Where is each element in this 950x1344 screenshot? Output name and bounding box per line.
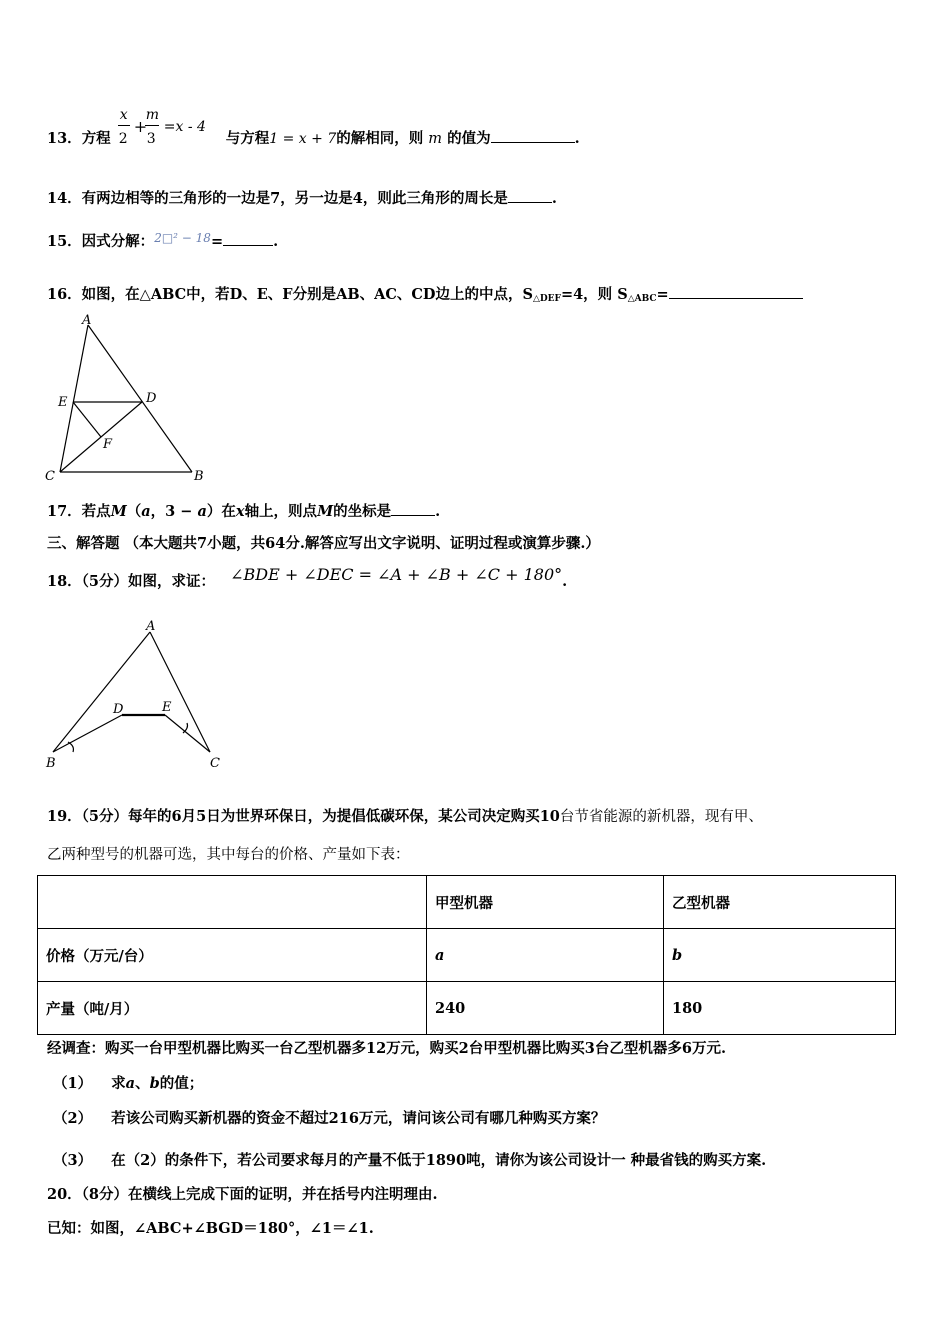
q19-part-2-text: 若该公司购买新机器的资金不超过216万元，请问该公司有哪几种购买方案？ xyxy=(111,1110,606,1127)
question-17 xyxy=(47,500,440,522)
q13-post-text: 的解相同，则 xyxy=(336,130,424,147)
q13-tail: 的值为 xyxy=(447,130,491,147)
question-16 xyxy=(47,283,803,309)
q19-var-a: a xyxy=(125,1075,136,1092)
q17-tail: 的坐标是 xyxy=(333,503,392,520)
q19-separator: 、 xyxy=(135,1075,150,1092)
q13-prefix: 方程 xyxy=(81,130,111,147)
q19-part-1-end: 的值； xyxy=(159,1075,204,1092)
q17-point-m: M xyxy=(317,503,334,520)
q15-equals: = xyxy=(210,233,224,250)
answer-blank[interactable] xyxy=(391,500,435,516)
table-header-row xyxy=(38,876,896,929)
machine-table xyxy=(37,875,896,1035)
table-cell: 240 xyxy=(427,982,664,1035)
q19-line1-rest: 台节省能源的新机器，现有甲、 xyxy=(559,809,763,825)
q19-part-1 xyxy=(53,1074,203,1094)
table-header-cell: 甲型机器 xyxy=(427,876,664,929)
q14-text: 14．有两边相等的三角形的一边是7，另一边是4，则此三角形的周长是 xyxy=(47,190,508,207)
table-header-cell: 乙型机器 xyxy=(664,876,896,929)
triangle-figure-16 xyxy=(40,310,220,485)
question-13 xyxy=(47,107,580,149)
q16-mid: =4，则 S xyxy=(560,286,628,303)
q19-part-2 xyxy=(53,1109,605,1129)
segment-ef xyxy=(73,402,101,437)
eq1-numerator-m: m xyxy=(145,107,160,123)
table-row xyxy=(38,982,896,1035)
answer-blank[interactable] xyxy=(508,187,552,203)
q19-survey-text: 经调查：购买一台甲型机器比购买一台乙型机器多12万元，购买2台甲型机器比购买3台乙型机器多6万元. xyxy=(47,1040,726,1057)
q19-line1-bold: 19．（5分）每年的6月5日为世界环保日，为提倡低碳环保，某公司决定购买10 xyxy=(47,808,560,825)
figure-18 xyxy=(40,615,240,775)
segment-bd xyxy=(53,715,122,752)
section-3-text: 三、解答题 （本大题共7小题，共64分.解答应写出文字说明、证明过程或演算步骤.） xyxy=(47,535,600,552)
q16-equals: = xyxy=(656,286,669,303)
q20-given-text: 已知：如图，∠ABC+∠BGD＝180°，∠1＝∠1. xyxy=(47,1220,374,1237)
q16-subscript-def: △DEF xyxy=(532,294,561,304)
q20-given xyxy=(47,1219,374,1239)
q18-end: . xyxy=(562,573,568,590)
q19-part-1-text: 求 xyxy=(111,1075,126,1092)
angle-c-arc xyxy=(183,723,188,733)
label-a: A xyxy=(82,313,92,328)
q18-formula: ∠BDE + ∠DEC = ∠A + ∠B + ∠C + 180° xyxy=(230,565,563,584)
q17-prefix: 17．若点 xyxy=(47,503,111,520)
answer-blank[interactable] xyxy=(223,230,273,246)
label-b: B xyxy=(194,469,204,484)
question-14 xyxy=(47,187,557,209)
q16-text: 16．如图，在△ABC中，若D、E、F分别是AB、AC、CD边上的中点，S xyxy=(47,286,533,303)
q19-var-b: b xyxy=(149,1075,160,1092)
table-cell: a xyxy=(427,929,664,982)
q14-end: . xyxy=(551,190,557,207)
label-e: E xyxy=(162,700,172,715)
label-a: A xyxy=(146,619,156,634)
q17-var-a: a xyxy=(141,503,151,520)
fraction-bar xyxy=(145,125,159,126)
q18-text: 18．（5分）如图，求证： xyxy=(47,573,216,590)
q17-point-m: M xyxy=(110,503,127,520)
label-c: C xyxy=(45,469,55,484)
eq1-plus: + xyxy=(133,117,148,136)
q15-text: 15．因式分解： xyxy=(47,233,155,250)
table-cell: 价格（万元/台） xyxy=(38,929,427,982)
q20-text: 20．（8分）在横线上完成下面的证明，并在括号内注明理由. xyxy=(47,1186,438,1203)
segment-ab xyxy=(53,632,150,752)
q17-rest: 轴上，则点 xyxy=(244,503,318,520)
label-f: F xyxy=(103,437,113,452)
q17-paren-open: （ xyxy=(126,503,142,520)
question-15 xyxy=(47,228,278,252)
table-cell: b xyxy=(664,929,896,982)
label-e: E xyxy=(58,395,68,410)
label-b: B xyxy=(46,756,56,771)
q17-end: . xyxy=(435,503,441,520)
table-cell: 产量（吨/月） xyxy=(38,982,427,1035)
q19-part-2-number: （2） xyxy=(53,1110,93,1127)
q19-line2: 乙两种型号的机器可选，其中每台的价格、产量如下表： xyxy=(47,847,410,863)
eq1-denominator-2: 2 xyxy=(118,131,128,147)
q13-variable-m: m xyxy=(428,131,443,147)
q19-part-3 xyxy=(53,1151,766,1171)
table-row xyxy=(38,929,896,982)
q19-part-3-number: （3） xyxy=(53,1152,93,1169)
q17-var-a: a xyxy=(197,503,207,520)
section-3-heading xyxy=(47,534,600,554)
eq1-rhs: =x - 4 xyxy=(163,119,206,135)
segment-ac xyxy=(150,632,210,752)
eq1-denominator-3: 3 xyxy=(146,131,156,147)
label-d: D xyxy=(146,391,157,406)
table-cell: 180 xyxy=(664,982,896,1035)
q17-paren-close: ）在 xyxy=(206,503,236,520)
table-header-cell xyxy=(38,876,427,929)
answer-blank[interactable] xyxy=(491,127,575,143)
q17-mid: ，3 − xyxy=(150,503,198,520)
fraction-bar xyxy=(118,125,130,126)
question-19-line-2 xyxy=(47,845,410,865)
q19-part-3-text: 在（2）的条件下，若公司要求每月的产量不低于1890吨，请你为该公司设计一 种最省钱的购买方案. xyxy=(111,1152,767,1169)
q19-part-1-number: （1） xyxy=(53,1075,93,1092)
q13-equation-1 xyxy=(116,107,226,149)
label-c: C xyxy=(210,756,220,771)
question-18 xyxy=(47,565,568,592)
q15-expression: 2□² − 18 xyxy=(154,231,211,245)
q13-mid-text: 与方程 xyxy=(225,130,270,147)
q13-equation-2: 1 = x + 7 xyxy=(269,131,337,147)
question-19-line-1 xyxy=(47,807,763,827)
q17-var-x: x xyxy=(235,503,245,520)
q13-number: 13． xyxy=(47,130,82,147)
answer-blank[interactable] xyxy=(669,283,803,299)
question-20 xyxy=(47,1185,438,1205)
label-d: D xyxy=(113,702,124,717)
q15-end: . xyxy=(273,233,279,250)
q19-survey xyxy=(47,1039,726,1059)
q13-end: . xyxy=(574,130,580,147)
q16-subscript-abc: △ABC xyxy=(627,294,657,304)
segment-ec xyxy=(165,715,210,752)
eq1-numerator-x: x xyxy=(119,107,128,123)
